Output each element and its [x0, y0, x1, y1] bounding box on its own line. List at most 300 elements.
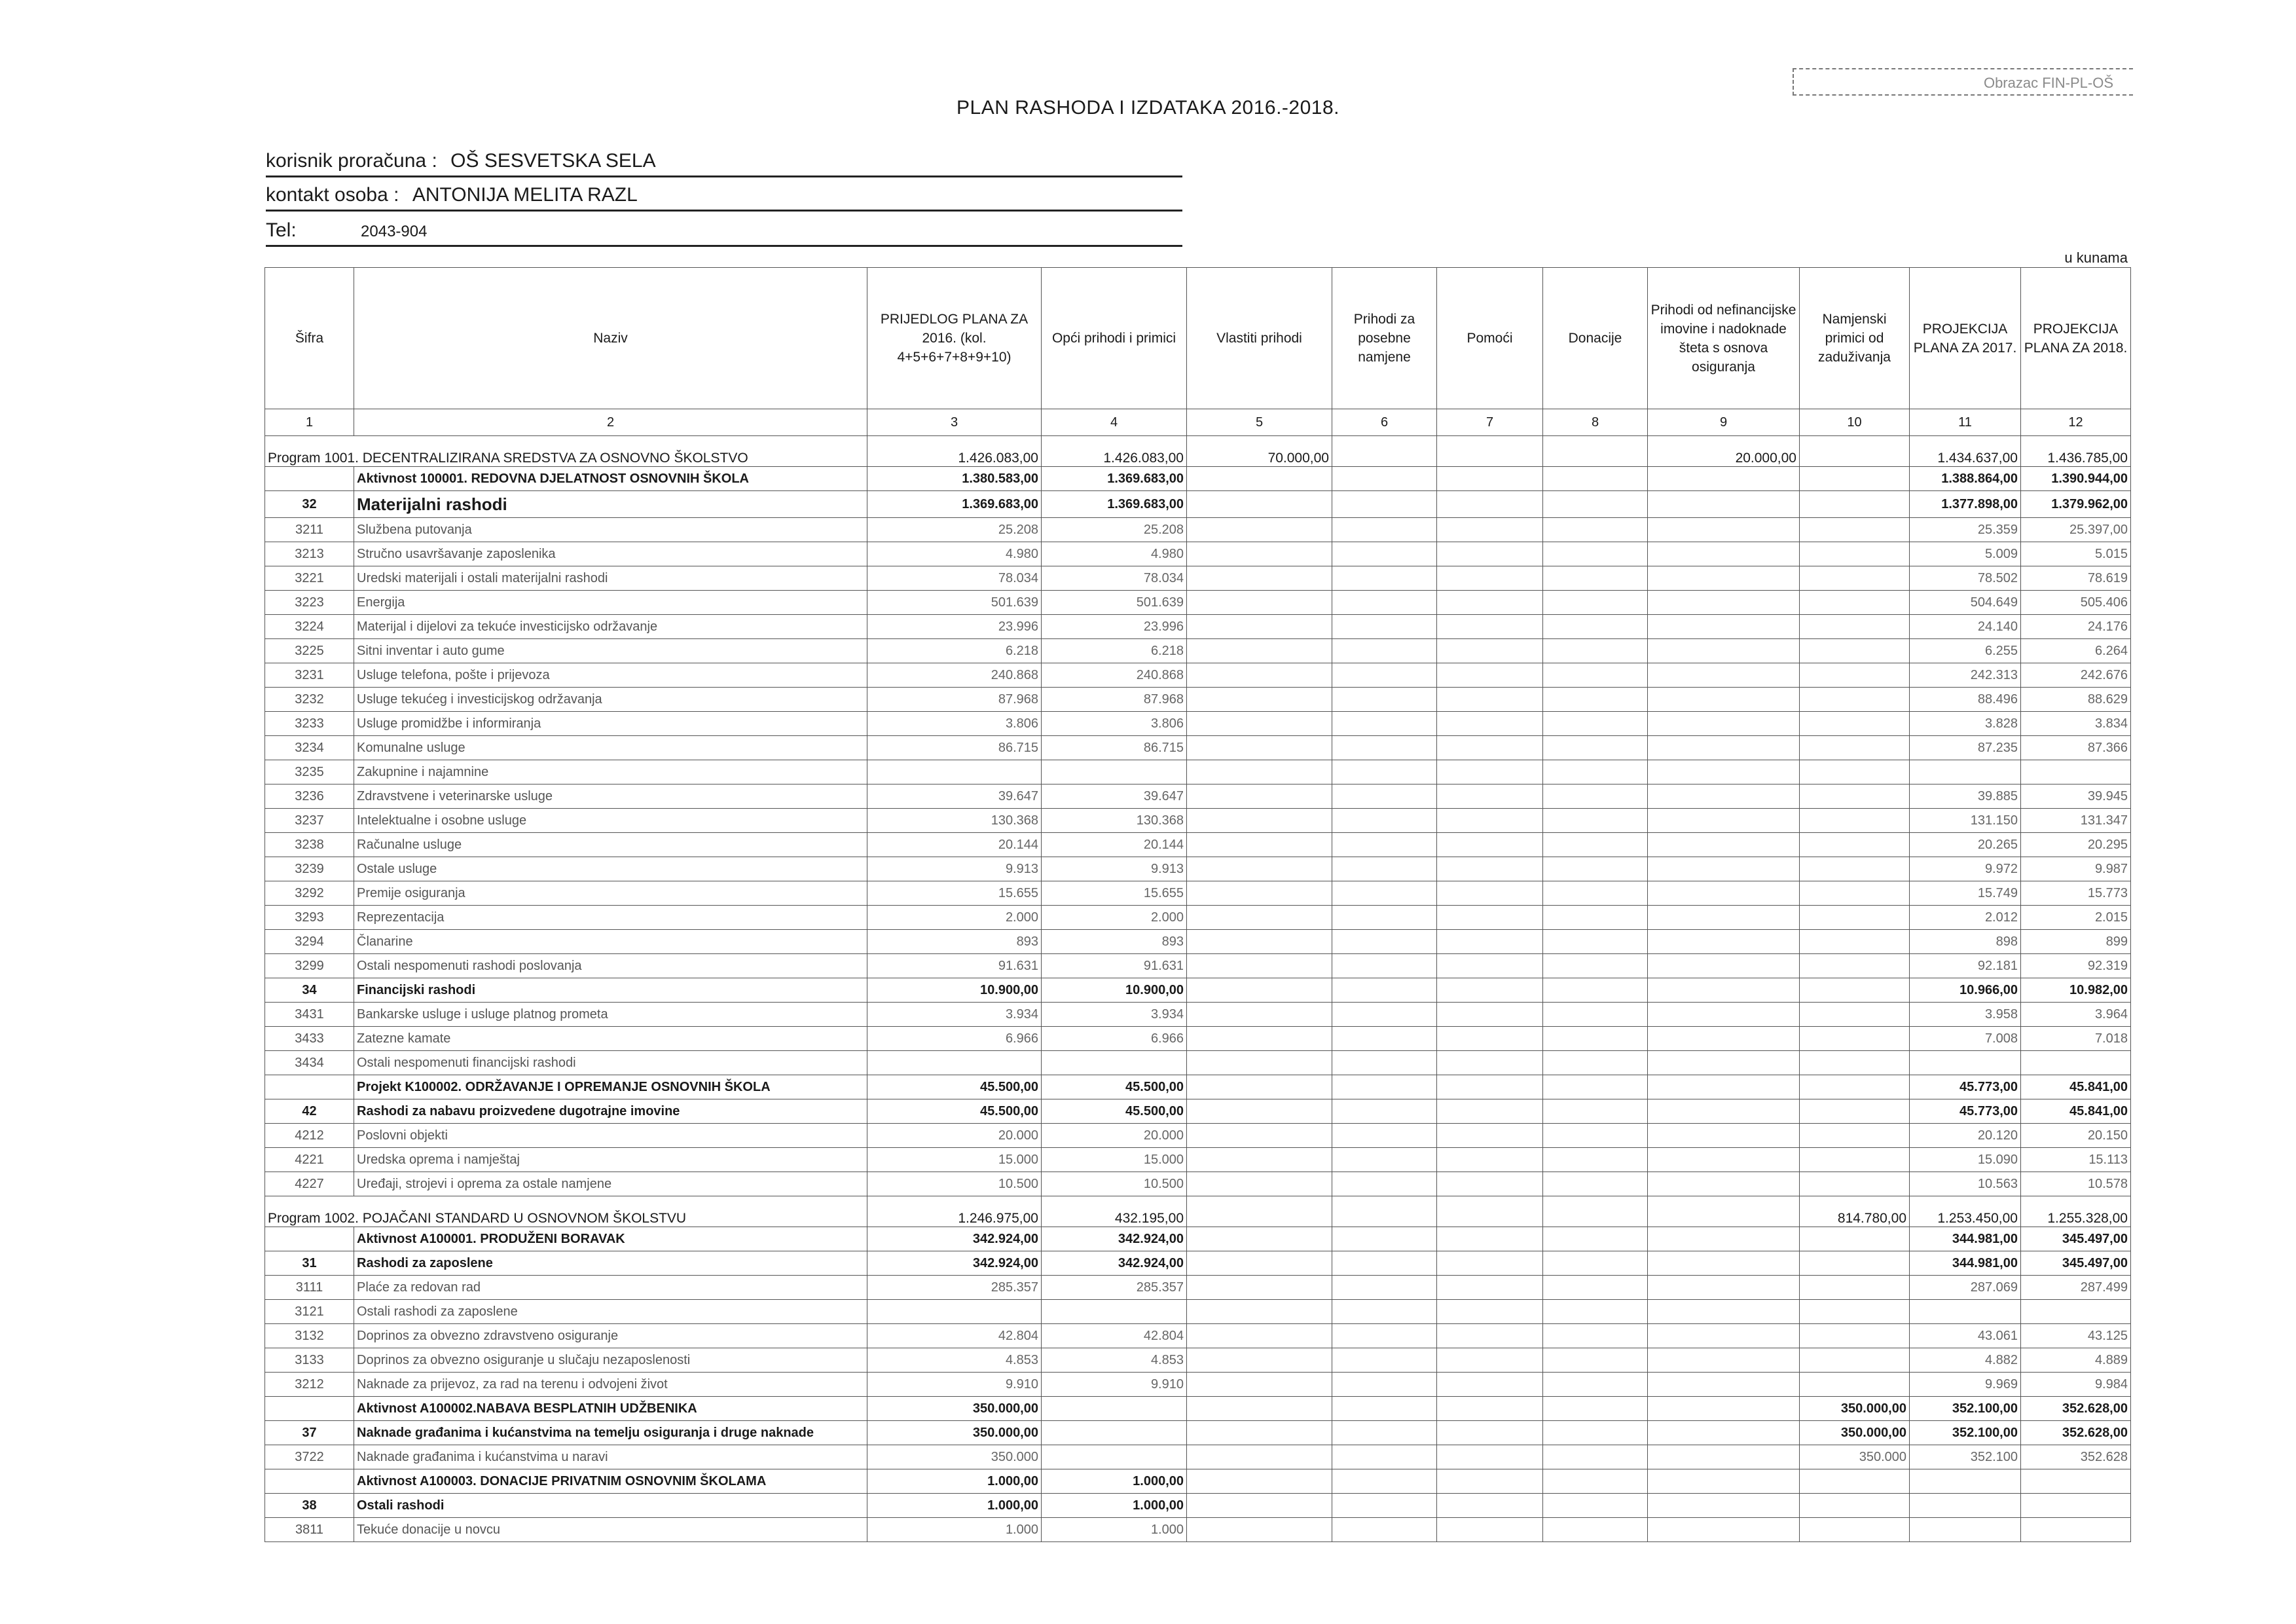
value-cell: 4.889 [2021, 1348, 2131, 1373]
value-cell: 78.619 [2021, 566, 2131, 591]
value-cell [1437, 1027, 1543, 1051]
code-cell: 3431 [265, 1003, 354, 1027]
value-cell [1042, 1397, 1187, 1421]
table-row [265, 1276, 2131, 1300]
column-header: PRIJEDLOG PLANA ZA 2016. (kol. 4+5+6+7+8+9+10) [867, 268, 1042, 409]
table-row [265, 978, 2131, 1003]
value-cell [1543, 1099, 1648, 1124]
value-cell [1543, 760, 1648, 784]
code-cell: 3133 [265, 1348, 354, 1373]
column-header: Prihodi za posebne namjene [1332, 268, 1437, 409]
value-cell [1332, 518, 1437, 542]
value-cell [1332, 1445, 1437, 1469]
code-cell: 3212 [265, 1373, 354, 1397]
value-cell [1800, 1518, 1910, 1542]
value-cell: 20.265 [1910, 833, 2021, 857]
value-cell [1648, 639, 1800, 663]
value-cell [1437, 881, 1543, 906]
value-cell [1187, 542, 1332, 566]
value-cell [1042, 1421, 1187, 1445]
value-cell: 88.629 [2021, 688, 2131, 712]
value-cell [1543, 1300, 1648, 1324]
value-cell [1187, 639, 1332, 663]
value-cell [1800, 1494, 1910, 1518]
value-cell: 15.655 [867, 881, 1042, 906]
column-number: 9 [1648, 409, 1800, 436]
value-cell [1187, 1300, 1332, 1324]
value-cell [1800, 639, 1910, 663]
value-cell [2021, 1469, 2131, 1494]
value-cell: 501.639 [867, 591, 1042, 615]
value-cell [1543, 1397, 1648, 1421]
value-cell [1187, 1445, 1332, 1469]
value-cell [1543, 615, 1648, 639]
value-cell: 23.996 [867, 615, 1042, 639]
table-header-row [265, 268, 2131, 409]
value-cell [1800, 809, 1910, 833]
value-cell [1332, 566, 1437, 591]
value-cell [1800, 712, 1910, 736]
value-cell [1800, 591, 1910, 615]
value-cell [1543, 784, 1648, 809]
value-cell [1187, 978, 1332, 1003]
name-cell: Rashodi za nabavu proizvedene dugotrajne imovine [354, 1099, 867, 1124]
value-cell [1332, 1324, 1437, 1348]
value-cell [1543, 1421, 1648, 1445]
value-cell [1800, 736, 1910, 760]
value-cell [1332, 1518, 1437, 1542]
value-cell: 92.319 [2021, 954, 2131, 978]
name-cell: Uredska oprema i namještaj [354, 1148, 867, 1172]
value-cell [1437, 1099, 1543, 1124]
value-cell: 1.000 [1042, 1518, 1187, 1542]
value-cell [1648, 1124, 1800, 1148]
value-cell: 898 [1910, 930, 2021, 954]
value-cell [1910, 1300, 2021, 1324]
value-cell [1543, 881, 1648, 906]
value-cell [1800, 1051, 1910, 1075]
name-cell: Poslovni objekti [354, 1124, 867, 1148]
column-header: Namjenski primici od zaduživanja [1800, 268, 1910, 409]
name-cell: Materijalni rashodi [354, 491, 867, 518]
value-cell [1332, 639, 1437, 663]
value-cell [1437, 1172, 1543, 1196]
code-cell: 3294 [265, 930, 354, 954]
name-cell: Zakupnine i najamnine [354, 760, 867, 784]
value-cell [1800, 760, 1910, 784]
value-cell [1800, 1124, 1910, 1148]
value-cell [2021, 760, 2131, 784]
value-cell: 10.900,00 [1042, 978, 1187, 1003]
value-cell [1543, 639, 1648, 663]
value-cell: 1.369.683,00 [867, 491, 1042, 518]
value-cell [1800, 1148, 1910, 1172]
value-cell [1437, 1324, 1543, 1348]
value-cell [1332, 881, 1437, 906]
value-cell: 78.034 [1042, 566, 1187, 591]
value-cell: 10.982,00 [2021, 978, 2131, 1003]
value-cell: 344.981,00 [1910, 1227, 2021, 1251]
value-cell [1800, 906, 1910, 930]
value-cell [1800, 566, 1910, 591]
value-cell [1437, 930, 1543, 954]
value-cell [1543, 436, 1648, 467]
value-cell [1648, 1494, 1800, 1518]
value-cell [1332, 1172, 1437, 1196]
name-cell: Usluge tekućeg i investicijskog održavanja [354, 688, 867, 712]
value-cell [1648, 760, 1800, 784]
value-cell [1543, 736, 1648, 760]
value-cell: 4.980 [867, 542, 1042, 566]
name-cell: Bankarske usluge i usluge platnog prometa [354, 1003, 867, 1027]
column-number: 5 [1187, 409, 1332, 436]
value-cell: 4.853 [1042, 1348, 1187, 1373]
value-cell: 432.195,00 [1042, 1196, 1187, 1227]
value-cell: 350.000,00 [1800, 1421, 1910, 1445]
table-row [265, 857, 2131, 881]
value-cell: 25.359 [1910, 518, 2021, 542]
value-cell [1648, 809, 1800, 833]
value-cell: 45.841,00 [2021, 1099, 2131, 1124]
value-cell [1648, 1172, 1800, 1196]
name-cell: Službena putovanja [354, 518, 867, 542]
phone-value: 2043-904 [361, 223, 428, 240]
value-cell [1187, 1227, 1332, 1251]
value-cell [1800, 881, 1910, 906]
value-cell [1437, 1421, 1543, 1445]
value-cell: 10.900,00 [867, 978, 1042, 1003]
value-cell: 131.347 [2021, 809, 2131, 833]
value-cell [1543, 1276, 1648, 1300]
name-cell: Tekuće donacije u novcu [354, 1518, 867, 1542]
value-cell [1800, 1348, 1910, 1373]
code-cell: 4221 [265, 1148, 354, 1172]
value-cell: 39.647 [1042, 784, 1187, 809]
value-cell [1437, 518, 1543, 542]
value-cell [1332, 542, 1437, 566]
value-cell [1437, 491, 1543, 518]
value-cell: 45.500,00 [867, 1075, 1042, 1099]
value-cell: 9.910 [867, 1373, 1042, 1397]
value-cell: 15.000 [1042, 1148, 1187, 1172]
column-number: 12 [2021, 409, 2131, 436]
table-row [265, 615, 2131, 639]
value-cell: 352.628,00 [2021, 1397, 2131, 1421]
column-number: 7 [1437, 409, 1543, 436]
column-header: Vlastiti prihodi [1187, 268, 1332, 409]
value-cell [1800, 491, 1910, 518]
name-cell: Financijski rashodi [354, 978, 867, 1003]
value-cell: 342.924,00 [867, 1227, 1042, 1251]
table-row [265, 518, 2131, 542]
value-cell: 1.369.683,00 [1042, 467, 1187, 491]
table-row [265, 436, 2131, 467]
code-cell: 3111 [265, 1276, 354, 1300]
value-cell [1437, 1003, 1543, 1027]
value-cell: 352.628 [2021, 1445, 2131, 1469]
form-label: Obrazac FIN-PL-OŠ [1793, 68, 2133, 96]
table-row [265, 1421, 2131, 1445]
value-cell [1332, 1469, 1437, 1494]
value-cell [1648, 566, 1800, 591]
value-cell [1543, 906, 1648, 930]
value-cell: 87.968 [1042, 688, 1187, 712]
value-cell: 3.958 [1910, 1003, 2021, 1027]
name-cell: Naknade građanima i kućanstvima u naravi [354, 1445, 867, 1469]
value-cell [1187, 1075, 1332, 1099]
value-cell [1648, 736, 1800, 760]
table-row [265, 1518, 2131, 1542]
value-cell: 6.264 [2021, 639, 2131, 663]
value-cell [1187, 930, 1332, 954]
value-cell [1187, 1148, 1332, 1172]
value-cell [2021, 1300, 2131, 1324]
value-cell [1648, 1276, 1800, 1300]
value-cell: 2.012 [1910, 906, 2021, 930]
value-cell [1187, 712, 1332, 736]
value-cell [1332, 712, 1437, 736]
code-cell: 3434 [265, 1051, 354, 1075]
value-cell: 25.208 [1042, 518, 1187, 542]
value-cell [1332, 1148, 1437, 1172]
table-row [265, 491, 2131, 518]
value-cell: 350.000,00 [867, 1397, 1042, 1421]
value-cell: 86.715 [867, 736, 1042, 760]
value-cell [1187, 1397, 1332, 1421]
value-cell [1187, 1051, 1332, 1075]
value-cell [1437, 1348, 1543, 1373]
value-cell [1800, 1075, 1910, 1099]
value-cell [1648, 1003, 1800, 1027]
code-cell: 3224 [265, 615, 354, 639]
code-cell: 4227 [265, 1172, 354, 1196]
code-cell: 3235 [265, 760, 354, 784]
table-row [265, 1148, 2131, 1172]
value-cell [1187, 688, 1332, 712]
value-cell [1800, 1300, 1910, 1324]
table-row [265, 1027, 2131, 1051]
value-cell: 893 [867, 930, 1042, 954]
value-cell: 345.497,00 [2021, 1251, 2131, 1276]
value-cell: 345.497,00 [2021, 1227, 2131, 1251]
value-cell [1800, 857, 1910, 881]
value-cell: 3.964 [2021, 1003, 2131, 1027]
column-number: 4 [1042, 409, 1187, 436]
code-cell: 3234 [265, 736, 354, 760]
value-cell [1543, 663, 1648, 688]
value-cell [1543, 518, 1648, 542]
value-cell: 9.913 [1042, 857, 1187, 881]
value-cell: 9.984 [2021, 1373, 2131, 1397]
value-cell: 5.009 [1910, 542, 2021, 566]
value-cell: 3.806 [1042, 712, 1187, 736]
contact-person-value: ANTONIJA MELITA RAZL [412, 184, 638, 206]
value-cell [1543, 1494, 1648, 1518]
value-cell [1800, 1469, 1910, 1494]
value-cell [1648, 1099, 1800, 1124]
value-cell [1910, 1518, 2021, 1542]
table-row [265, 784, 2131, 809]
value-cell [1187, 1348, 1332, 1373]
value-cell: 350.000 [867, 1445, 1042, 1469]
value-cell [1648, 542, 1800, 566]
value-cell [1648, 591, 1800, 615]
value-cell: 2.015 [2021, 906, 2131, 930]
value-cell: 1.379.962,00 [2021, 491, 2131, 518]
table-row [265, 906, 2131, 930]
value-cell [1332, 809, 1437, 833]
value-cell: 240.868 [1042, 663, 1187, 688]
value-cell [1800, 663, 1910, 688]
value-cell: 814.780,00 [1800, 1196, 1910, 1227]
value-cell [1437, 1148, 1543, 1172]
value-cell: 45.500,00 [1042, 1099, 1187, 1124]
value-cell [1543, 1251, 1648, 1276]
value-cell [1800, 1373, 1910, 1397]
value-cell: 10.563 [1910, 1172, 2021, 1196]
table-row [265, 930, 2131, 954]
code-cell: 3237 [265, 809, 354, 833]
name-cell: Naknade građanima i kućanstvima na temelju osiguranja i druge naknade [354, 1421, 867, 1445]
value-cell [1437, 712, 1543, 736]
table-row [265, 1172, 2131, 1196]
value-cell [1648, 1251, 1800, 1276]
value-cell [1437, 833, 1543, 857]
value-cell [1543, 833, 1648, 857]
value-cell [1332, 663, 1437, 688]
value-cell [1437, 566, 1543, 591]
value-cell [1800, 833, 1910, 857]
budget-user-label: korisnik proračuna : [266, 150, 437, 172]
value-cell: 9.969 [1910, 1373, 2021, 1397]
value-cell: 20.000 [1042, 1124, 1187, 1148]
value-cell [1648, 833, 1800, 857]
budget-user-value: OŠ SESVETSKA SELA [450, 150, 656, 172]
value-cell [1800, 978, 1910, 1003]
value-cell [1332, 930, 1437, 954]
value-cell [1648, 1027, 1800, 1051]
value-cell [1543, 467, 1648, 491]
phone-line [266, 216, 1182, 247]
value-cell [1187, 467, 1332, 491]
value-cell: 242.313 [1910, 663, 2021, 688]
value-cell [1332, 1494, 1437, 1518]
name-cell: Ostali nespomenuti rashodi poslovanja [354, 954, 867, 978]
value-cell [1187, 906, 1332, 930]
value-cell [1648, 688, 1800, 712]
value-cell: 285.357 [867, 1276, 1042, 1300]
value-cell [1332, 978, 1437, 1003]
value-cell: 20.000 [867, 1124, 1042, 1148]
code-cell: 3433 [265, 1027, 354, 1051]
column-header: PROJEKCIJA PLANA ZA 2018. [2021, 268, 2131, 409]
value-cell [1332, 1051, 1437, 1075]
table-body [265, 436, 2131, 1542]
code-cell [265, 1469, 354, 1494]
value-cell [1800, 1251, 1910, 1276]
value-cell [1648, 930, 1800, 954]
value-cell [1648, 1445, 1800, 1469]
value-cell [1648, 518, 1800, 542]
value-cell: 4.853 [867, 1348, 1042, 1373]
value-cell [1800, 954, 1910, 978]
name-cell: Premije osiguranja [354, 881, 867, 906]
value-cell: 7.008 [1910, 1027, 2021, 1051]
value-cell [1187, 1373, 1332, 1397]
value-cell: 6.966 [867, 1027, 1042, 1051]
value-cell [1187, 881, 1332, 906]
value-cell [867, 1051, 1042, 1075]
value-cell [1543, 712, 1648, 736]
value-cell [1648, 1518, 1800, 1542]
value-cell: 70.000,00 [1187, 436, 1332, 467]
value-cell: 344.981,00 [1910, 1251, 2021, 1276]
value-cell [1543, 1172, 1648, 1196]
value-cell [1187, 954, 1332, 978]
code-cell: 37 [265, 1421, 354, 1445]
value-cell: 10.578 [2021, 1172, 2131, 1196]
name-cell: Ostali nespomenuti financijski rashodi [354, 1051, 867, 1075]
value-cell: 3.806 [867, 712, 1042, 736]
value-cell: 23.996 [1042, 615, 1187, 639]
value-cell [1187, 1124, 1332, 1148]
name-cell: Projekt K100002. ODRŽAVANJE I OPREMANJE OSNOVNIH ŠKOLA [354, 1075, 867, 1099]
value-cell [1648, 615, 1800, 639]
value-cell: 42.804 [1042, 1324, 1187, 1348]
value-cell [1437, 906, 1543, 930]
value-cell: 1.000,00 [867, 1494, 1042, 1518]
code-cell: 4212 [265, 1124, 354, 1148]
value-cell [1187, 1172, 1332, 1196]
value-cell: 6.218 [867, 639, 1042, 663]
value-cell: 342.924,00 [1042, 1227, 1187, 1251]
value-cell [1648, 1348, 1800, 1373]
code-cell [265, 467, 354, 491]
contact-person-label: kontakt osoba : [266, 184, 399, 206]
name-cell: Usluge telefona, pošte i prijevoza [354, 663, 867, 688]
value-cell [1437, 1397, 1543, 1421]
table-row [265, 1397, 2131, 1421]
value-cell [1648, 1051, 1800, 1075]
value-cell: 87.968 [867, 688, 1042, 712]
column-header: Opći prihodi i primici [1042, 268, 1187, 409]
value-cell: 9.972 [1910, 857, 2021, 881]
value-cell: 352.100,00 [1910, 1421, 2021, 1445]
value-cell [1042, 1051, 1187, 1075]
code-cell: 3811 [265, 1518, 354, 1542]
phone-label: Tel: [266, 219, 297, 241]
column-number: 11 [1910, 409, 2021, 436]
value-cell: 285.357 [1042, 1276, 1187, 1300]
code-cell: 3225 [265, 639, 354, 663]
value-cell [1543, 1196, 1648, 1227]
name-cell: Doprinos za obvezno osiguranje u slučaju nezaposlenosti [354, 1348, 867, 1373]
value-cell: 1.388.864,00 [1910, 467, 2021, 491]
value-cell [1332, 784, 1437, 809]
value-cell: 3.934 [1042, 1003, 1187, 1027]
value-cell [1437, 436, 1543, 467]
value-cell [1332, 1227, 1437, 1251]
value-cell: 4.882 [1910, 1348, 2021, 1373]
column-number: 2 [354, 409, 867, 436]
value-cell: 24.176 [2021, 615, 2131, 639]
value-cell: 130.368 [867, 809, 1042, 833]
value-cell: 9.913 [867, 857, 1042, 881]
table-row [265, 1196, 2131, 1227]
value-cell: 45.841,00 [2021, 1075, 2131, 1099]
code-cell: 3121 [265, 1300, 354, 1324]
value-cell [1187, 1421, 1332, 1445]
